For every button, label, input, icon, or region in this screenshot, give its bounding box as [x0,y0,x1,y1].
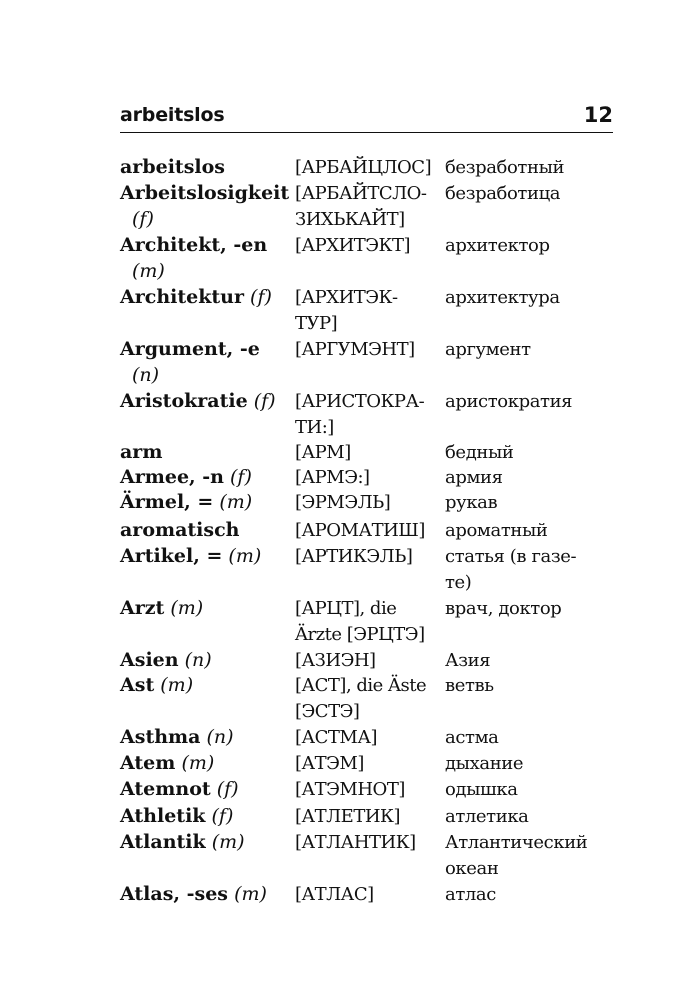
translation-cell [445,181,560,207]
translation-line: врач, доктор [445,598,562,619]
headword: aromatisch [120,519,240,541]
translation-line: армия [445,467,503,488]
pronunciation-cell [295,596,425,647]
headword: arm [120,441,163,463]
translation-cell [445,465,503,491]
headword: Architekt, -en [120,234,268,256]
translation-cell [445,518,548,544]
translation-cell [445,490,497,516]
pronunciation-line: [АСТ], die Äste [295,675,427,696]
pronunciation-cell [295,804,400,830]
gender-marker: (f) [211,805,234,827]
translation-cell [445,648,490,674]
translation-line: рукав [445,492,498,513]
translation-cell [445,596,561,622]
translation-line: атлетика [445,806,529,827]
pronunciation-line: [АРХИТЭК- [295,287,398,308]
gender-marker: (f) [250,286,272,308]
translation-cell [445,751,523,777]
pronunciation-cell [295,155,431,181]
gender-marker: (m) [228,545,262,567]
headword: Artikel, = [120,545,223,567]
pronunciation-line: [АТЭМНОТ] [295,779,405,800]
headword-cell [120,751,214,777]
pronunciation-line: [АТЛЕТИК] [295,806,400,827]
headword-cell [120,285,272,311]
translation-cell [445,804,529,830]
gender-marker: (m) [170,597,204,619]
pronunciation-cell [295,751,364,777]
headword-cell [120,725,234,751]
headword: Armee, -n [120,466,224,488]
pronunciation-cell [295,337,415,363]
pronunciation-cell [295,465,370,491]
translation-cell [445,777,518,803]
pronunciation-line: ТУР] [295,312,338,334]
translation-line: те) [445,571,472,593]
headword: Asien [120,649,179,671]
headword: Architektur [120,286,244,308]
translation-line: аргумент [445,339,531,360]
pronunciation-line: [АЗИЭН] [295,650,376,671]
gender-marker: (m) [132,259,165,282]
translation-line: дыхание [445,753,524,774]
gender-marker: (n) [184,649,212,671]
translation-cell [445,882,496,908]
headword: Aristokratie [120,390,248,412]
translation-line: атлас [445,884,496,905]
headword: Atlas, -ses [120,883,229,905]
translation-cell [445,285,560,311]
gender-marker: (f) [230,466,252,488]
translation-line: архитектура [445,287,560,308]
pronunciation-line: [АРЦТ], die [295,598,397,619]
gender-marker: (m) [211,831,245,853]
translation-line: Атлантический [445,832,588,853]
pronunciation-cell [295,518,425,544]
header-title: arbeitslos [120,104,225,126]
translation-line: безработный [445,157,565,178]
headword-cell [120,337,260,388]
pronunciation-line: [АТЛАНТИК] [295,832,416,853]
pronunciation-cell [295,882,374,908]
pronunciation-cell [295,648,376,674]
headword-cell [120,804,233,830]
headword: arbeitslos [120,156,225,178]
translation-cell [445,389,572,415]
pronunciation-line: ТИ:] [295,416,334,438]
pronunciation-line: Ärzte [ЭРЦТЭ] [295,623,425,645]
translation-line: астма [445,727,499,748]
pronunciation-line: [АРТИКЭЛЬ] [295,546,413,567]
headword: Asthma [120,726,201,748]
headword-cell [120,882,267,908]
translation-line: океан [445,857,499,879]
headword: Ast [120,674,155,696]
translation-line: одышка [445,779,518,800]
gender-marker: (f) [216,778,239,800]
translation-cell [445,337,531,363]
headword-cell [120,490,252,516]
translation-cell [445,155,564,181]
pronunciation-line: [АРМ] [295,442,351,463]
translation-cell [445,673,494,699]
headword: Arbeitslosigkeit [120,182,290,204]
headword: Argument, -e [120,338,260,360]
gender-marker: (m) [160,674,194,696]
headword: Atemnot [120,778,211,800]
headword-cell [120,673,193,699]
pronunciation-line: [ЭСТЭ] [295,700,360,722]
translation-cell [445,440,514,466]
headword: Atlantik [120,831,206,853]
pronunciation-cell [295,233,410,259]
headword-cell [120,518,239,544]
headword-cell [120,181,289,232]
pronunciation-cell [295,673,426,724]
pronunciation-line: [АРОМАТИШ] [295,520,425,541]
pronunciation-line: [АТЛАС] [295,884,374,905]
translation-cell [445,830,587,881]
gender-marker: (m) [219,491,253,513]
translation-line: безработица [445,183,561,204]
headword-cell [120,233,267,284]
translation-line: Азия [445,650,491,671]
headword: Ärmel, = [120,491,214,513]
pronunciation-cell [295,490,390,516]
translation-line: архитектор [445,235,550,256]
pronunciation-line: [АТЭМ] [295,753,364,774]
running-header [120,104,613,133]
pronunciation-line: [АРИСТОКРА- [295,391,425,412]
pronunciation-line: [ЭРМЭЛЬ] [295,492,391,513]
headword-cell [120,777,239,803]
headword: Athletik [120,805,206,827]
page-number: 12 [583,103,613,127]
headword-cell [120,544,261,570]
pronunciation-cell [295,544,412,570]
headword-cell [120,155,225,181]
gender-marker: (n) [206,726,234,748]
gender-marker: (m) [234,883,267,905]
gender-marker: (f) [253,390,276,412]
translation-line: аристократия [445,391,573,412]
translation-cell [445,233,550,259]
pronunciation-cell [295,440,351,466]
headword-cell [120,465,252,491]
gender-marker: (n) [132,363,160,386]
translation-line: ветвь [445,675,494,696]
headword: Arzt [120,597,165,619]
pronunciation-line: [АРХИТЭКТ] [295,235,411,256]
headword-cell [120,830,245,856]
headword-cell [120,389,276,415]
translation-line: ароматный [445,520,548,541]
pronunciation-cell [295,181,426,232]
headword-cell [120,596,203,622]
pronunciation-line: [АСТМА] [295,727,378,748]
pronunciation-line: [АРГУМЭНТ] [295,339,415,360]
pronunciation-line: ЗИХЬКАЙТ] [295,208,405,230]
pronunciation-cell [295,777,405,803]
pronunciation-cell [295,725,377,751]
gender-marker: (f) [132,207,154,230]
headword-cell [120,440,162,466]
pronunciation-cell [295,830,416,856]
pronunciation-cell [295,285,398,336]
pronunciation-line: [АРБАЙТСЛО- [295,183,427,204]
translation-cell [445,725,499,751]
translation-cell [445,544,576,595]
pronunciation-cell [295,389,424,440]
gender-marker: (m) [181,752,215,774]
translation-line: бедный [445,442,514,463]
pronunciation-line: [АРМЭ:] [295,467,370,488]
pronunciation-line: [АРБАЙЦЛОС] [295,157,432,178]
headword: Atem [120,752,176,774]
headword-cell [120,648,212,674]
translation-line: статья (в газе- [445,546,577,567]
